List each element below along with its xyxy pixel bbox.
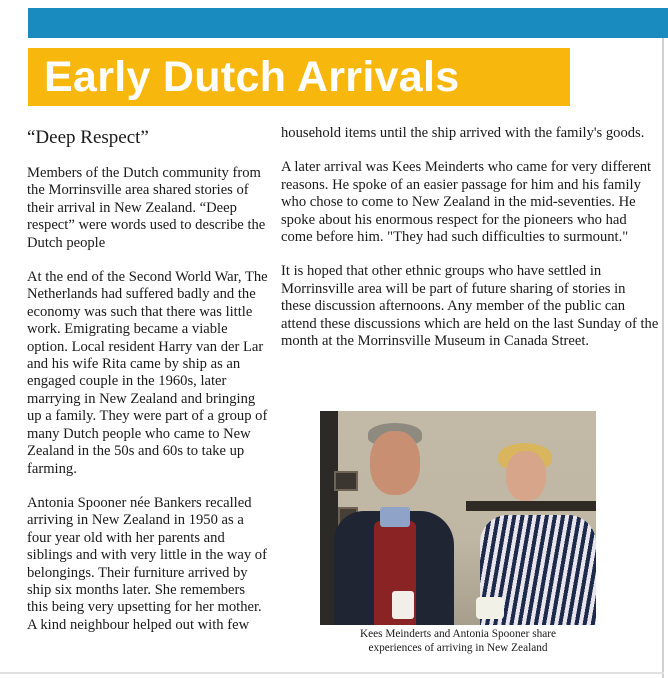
- left-column: [27, 125, 269, 651]
- page-border: [662, 38, 664, 678]
- paragraph: It is hoped that other ethnic groups who have settled in Morrinsville area will be part of future sharing of stories in these discussion afternoons. Any member of the public can attend these discussions which are held on the last Sunday of the month at the Morrinsville Museum in Canada Street.: [281, 263, 659, 350]
- right-column: [281, 125, 659, 367]
- header-color-bar: [28, 8, 668, 38]
- paragraph: A later arrival was Kees Meinderts who came for very different reasons. He spoke of an easier passage for him and his family who chose to come to New Zealand in the mid-seventies. He spoke about his enormous respect for the pioneers who had come before him. "They had such difficulties to surmount.": [281, 159, 652, 246]
- caption-line: Kees Meinderts and Antonia Spooner share: [359, 628, 557, 640]
- bottom-divider: [0, 672, 664, 674]
- paragraph: Members of the Dutch community from the Morrinsville area shared stories of their arrival in New Zealand. “Deep respect” were words used to describe the Dutch people: [27, 165, 266, 251]
- caption-line: experiences of arriving in New Zealand: [368, 642, 548, 654]
- section-subheading: “Deep Respect”: [27, 127, 149, 148]
- paragraph: Antonia Spooner née Bankers recalled arriving in New Zealand in 1950 as a four year old with her parents and siblings and with very little in the way of belongings. Their furniture arrived by ship six months later. She remembers this being very upsetting for her mother. A kind neighbour helped out with few: [27, 494, 267, 633]
- photo-caption: [320, 627, 596, 655]
- paragraph: household items until the ship arrived with the family's goods.: [281, 125, 645, 141]
- page-title: Early Dutch Arrivals: [44, 53, 460, 101]
- paragraph: At the end of the Second World War, The Netherlands had suffered badly and the economy was such that there was little work. Emigrating became a viable option. Local resident Harry van der Lar and his wife Rita came by ship as an engaged couple in the 1960s, later marrying in New Zealand and bringing up a family. They were part of a group of many Dutch people who came to New Zealand in the 50s and 60s to take up farming.: [27, 269, 268, 477]
- photo-two-people-holding-mugs: [320, 411, 596, 625]
